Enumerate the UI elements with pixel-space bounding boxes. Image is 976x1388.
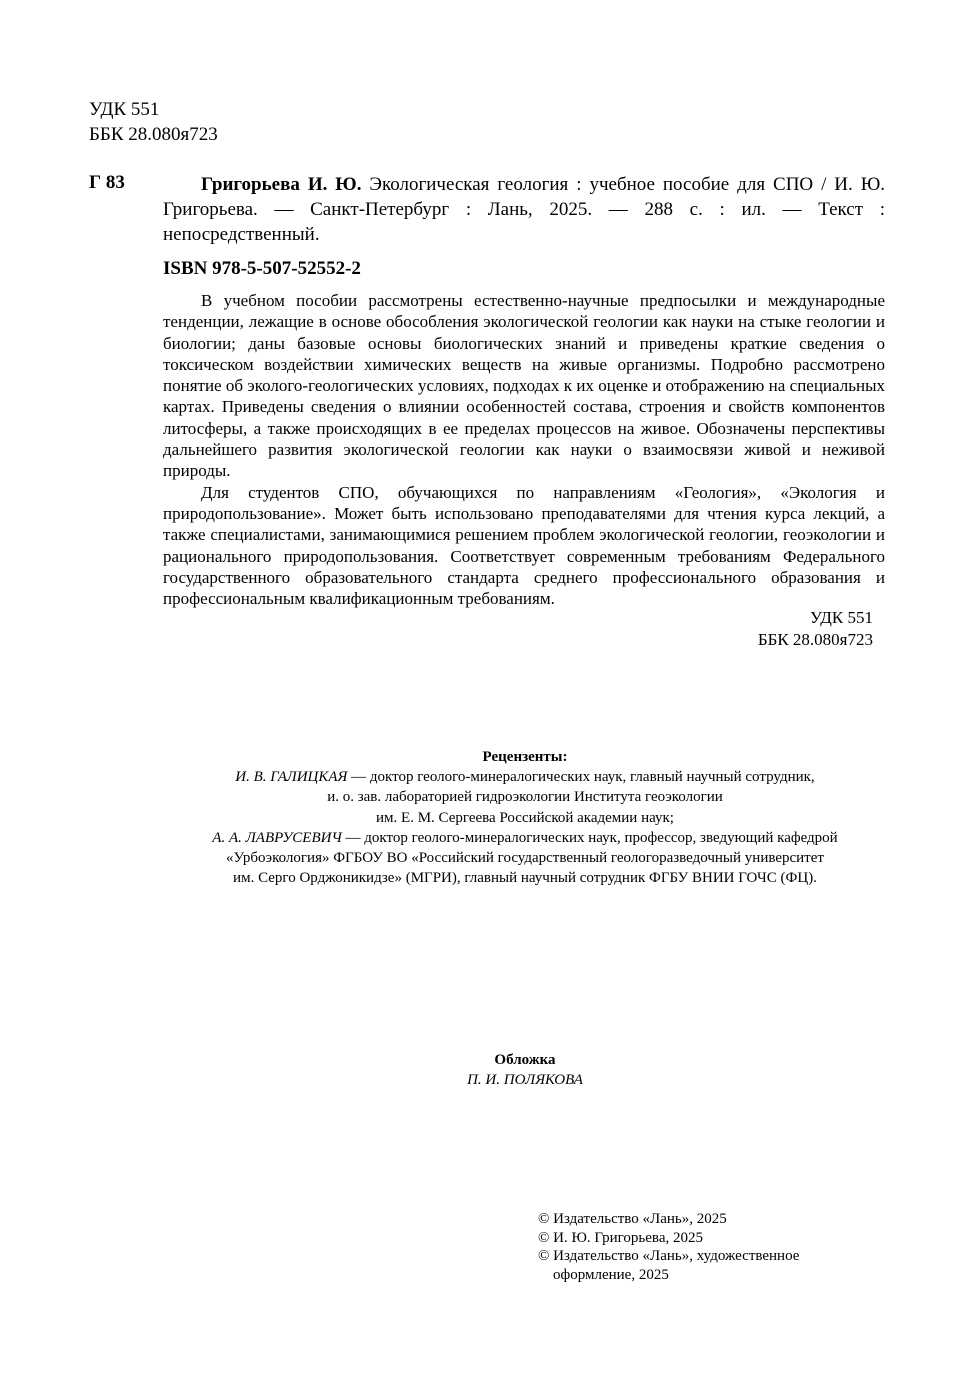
- cover-credit: [320, 1050, 730, 1090]
- copyright-block: [538, 1210, 858, 1284]
- bbk-code: ББК 28.080я723: [89, 124, 218, 145]
- reviewer-2-line-1: А. А. ЛАВРУСЕВИЧ — доктор геолого-минералогических наук, профессор, зведующий кафедрой: [212, 829, 838, 846]
- copyright-line-3-continuation: оформление, 2025: [553, 1266, 669, 1283]
- reviewer-1-line-1: И. В. ГАЛИЦКАЯ — доктор геолого-минералогических наук, главный научный сотрудник,: [235, 769, 815, 786]
- author-name: Григорьева И. Ю.: [201, 174, 362, 195]
- cover-artist: П. И. ПОЛЯКОВА: [467, 1072, 583, 1088]
- reviewer-1-name: И. В. ГАЛИЦКАЯ: [235, 769, 348, 786]
- cover-title: Обложка: [494, 1052, 556, 1068]
- author-mark: Г 83: [89, 172, 125, 193]
- copyright-line-2: © И. Ю. Григорьева, 2025: [538, 1229, 703, 1246]
- reviewer-2-name: А. А. ЛАВРУСЕВИЧ: [212, 829, 342, 846]
- copyright-line-3: © Издательство «Лань», художественное: [538, 1248, 800, 1264]
- copyright-line-1: © Издательство «Лань», 2025: [538, 1211, 727, 1227]
- reviewers-block: [140, 747, 910, 888]
- isbn: ISBN 978-5-507-52552-2: [163, 258, 361, 279]
- reviewer-2-line-2: «Урбоэкология» ФГБОУ ВО «Российский государственный геологоразведочный университет: [226, 850, 824, 867]
- udk-code: УДК 551: [89, 99, 160, 120]
- reviewer-2-line-3: им. Серго Орджоникидзе» (МГРИ), главный научный сотрудник ФГБУ ВНИИ ГОЧС (ФЦ).: [233, 870, 817, 887]
- bibliographic-description: Экологическая геология : учебное пособие для СПО / И. Ю. Григорьева. — Санкт-Петербург : Лань, 2025. — 288 с. : ил. — Текст : непосредственный.: [163, 174, 886, 245]
- annotation: [163, 290, 885, 609]
- udk-code-right: УДК 551: [809, 608, 873, 627]
- reviewer-1-line-2: и. о. зав. лабораторией гидроэкологии Института геоэкологии: [327, 789, 723, 806]
- bbk-code-right: ББК 28.080я723: [757, 629, 873, 649]
- annotation-paragraph-2: Для студентов СПО, обучающихся по направлениям «Геология», «Экология и природопользование». Может быть использовано преподавателями для чтения курса лекций, а также специалистами, занимающимися решением проблем экологической геологии, геоэкологии и рационального природопользования. Соответствует современным требованиям Федерального государственного образовательного стандарта среднего профессионального образования и профессиональным квалификационным требованиям.: [163, 482, 885, 609]
- annotation-classification: [600, 607, 873, 650]
- annotation-paragraph-1: В учебном пособии рассмотрены естественно-научные предпосылки и международные тенденции, лежащие в основе обособления экологической геологии как науки на стыке геологии и биологии; даны базовые основы биологических знаний и приведены краткие сведения о токсическом воздействии химических веществ на живые организмы. Подробно рассмотрено понятие об эколого-геологических условиях, подходах к их оценке и отображению на специальных картах. Приведены сведения о влиянии особенностей состава, строения и свойств компонентов литосферы, а также происходящих в ее пределах процессов на живое. Обозначены перспективы дальнейшего развития экологической геологии как науки о взаимосвязи живой и неживой природы.: [163, 291, 885, 481]
- reviewers-title: Рецензенты:: [482, 749, 568, 765]
- reviewer-1-line-3: им. Е. М. Сергеева Российской академии наук;: [376, 809, 674, 826]
- bibliographic-record: [163, 172, 885, 247]
- header-classification: [89, 97, 218, 147]
